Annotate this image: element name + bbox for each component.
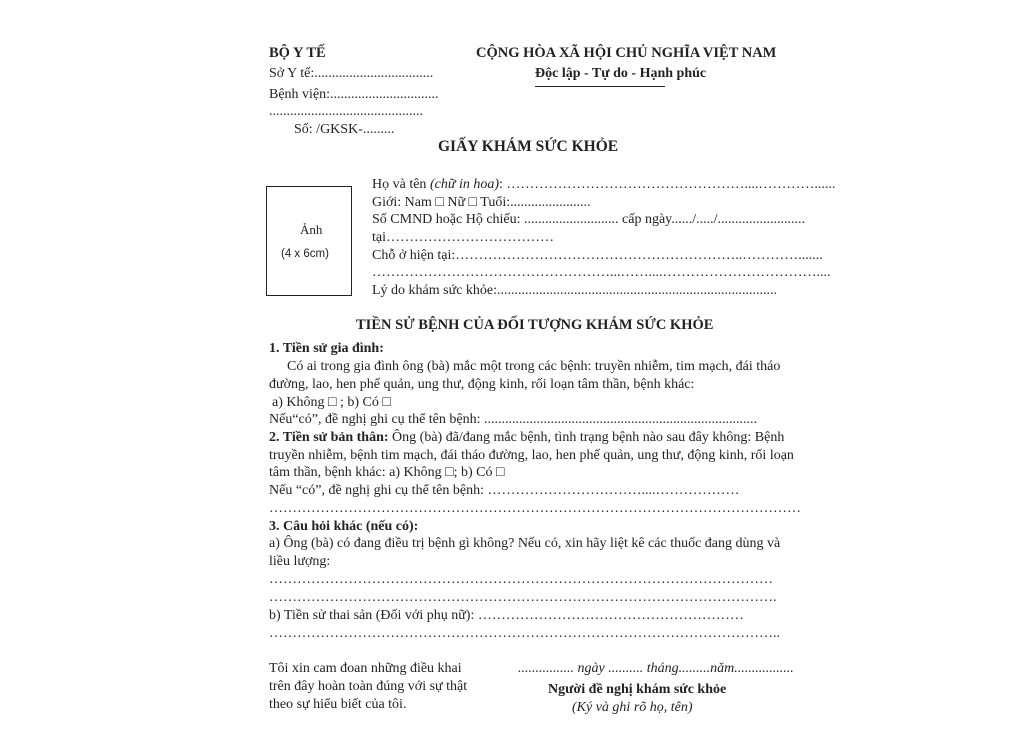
document-title: GIẤY KHÁM SỨC KHỎE [438, 138, 619, 155]
country-name: CỘNG HÒA XÃ HỘI CHỦ NGHĨA VIỆT NAM [476, 45, 777, 61]
personal-history-detail: Nếu “có”, đề nghị ghi cụ thể tên bệnh: ……………………………....……………… [269, 483, 740, 498]
id-number-field: Số CMND hoặc Hộ chiếu: ........................... cấp ngày....../...../......................... [372, 212, 806, 227]
photo-box [266, 186, 352, 296]
photo-label: Ảnh [300, 222, 323, 237]
family-history-question-1: Có ai trong gia đình ông (bà) mắc một trong các bệnh: truyền nhiễm, tim mạch, đái tháo [287, 359, 781, 374]
declaration-line-1: Tôi xin cam đoan những điều khai [269, 661, 462, 676]
signature-date: ................ ngày .......... tháng.........năm................. [518, 661, 794, 676]
personal-history-dots: …………………………………………………………………………………………………… [269, 501, 801, 516]
dosage-label: liều lượng: [269, 554, 331, 569]
address-field: Chỗ ở hiện tại:……………………………………………………..…………....... [372, 248, 823, 263]
pregnancy-history-dots: ……………………………………………………………………………………………….. [269, 626, 780, 641]
hospital-field: Bệnh viện:............................... [269, 87, 439, 102]
motto-underline [535, 86, 665, 87]
treatment-dots-2: ………………………………………………………………………………………………. [269, 590, 777, 605]
personal-history-question-2: truyền nhiễm, bệnh tim mạch, đái tháo đường, lao, hen phế quản, ung thư, động kinh, rối loạn [269, 448, 794, 463]
certificate-number: Số: /GKSK-......... [294, 122, 395, 137]
full-name-field [372, 178, 835, 192]
ministry-name: BỘ Y TẾ [269, 45, 326, 61]
full-name-label: Họ và tên [372, 177, 427, 192]
gender-age-field: Giới: Nam □ Nữ □ Tuổi:....................... [372, 195, 591, 210]
department-field: Sở Y tế:.................................. [269, 66, 434, 81]
full-name-dots: : ……………………………………………....…………...... [499, 177, 836, 192]
treatment-dots-1: ……………………………………………………………………………………………… [269, 572, 773, 587]
other-questions-heading: 3. Câu hỏi khác (nếu có): [269, 519, 419, 534]
hospital-dots: ............................................ [269, 104, 423, 119]
family-history-options: a) Không □ ; b) Có □ [272, 395, 391, 410]
full-name-hint: (chữ in hoa) [429, 177, 500, 192]
treatment-question: a) Ông (bà) có đang điều trị bệnh gì không? Nếu có, xin hãy liệt kê các thuốc đang dùng và [269, 536, 781, 551]
personal-history-text: Ông (bà) đã/đang mắc bệnh, tình trạng bệnh nào sau đây không: Bệnh [388, 430, 785, 445]
declaration-line-3: theo sự hiểu biết của tôi. [269, 697, 407, 712]
exam-reason-field: Lý do khám sức khỏe:................................................................................ [372, 283, 778, 298]
address-continuation: ……………………………………………...……....…………………………….... [372, 265, 831, 280]
personal-history-options: tâm thần, bệnh khác: a) Không □; b) Có □ [269, 465, 505, 480]
signature-instruction: (Ký và ghi rõ họ, tên) [572, 700, 693, 715]
section-title: TIỀN SỬ BỆNH CỦA ĐỐI TƯỢNG KHÁM SỨC KHỎE [356, 317, 714, 333]
personal-history-heading: 2. Tiền sử bản thân: [269, 430, 389, 445]
signer-role: Người đề nghị khám sức khỏe [548, 682, 727, 697]
photo-size: (4 x 6cm) [281, 248, 329, 260]
family-history-detail: Nếu“có”, đề nghị ghi cụ thể tên bệnh: .............................................................................. [269, 412, 757, 427]
family-history-question-2: đường, lao, hen phế quản, ung thư, động kinh, rối loạn tâm thần, bệnh khác: [269, 377, 695, 392]
pregnancy-history-question: b) Tiền sử thai sản (Đối với phụ nữ): ………………………………………………… [269, 608, 744, 623]
national-motto: Độc lập - Tự do - Hạnh phúc [535, 66, 707, 81]
declaration-line-2: trên đây hoàn toàn đúng với sự thật [269, 679, 468, 694]
issue-place-field: tại……………………………… [372, 230, 554, 245]
family-history-heading: 1. Tiền sử gia đình: [269, 341, 384, 356]
personal-history-question-1 [269, 431, 784, 445]
